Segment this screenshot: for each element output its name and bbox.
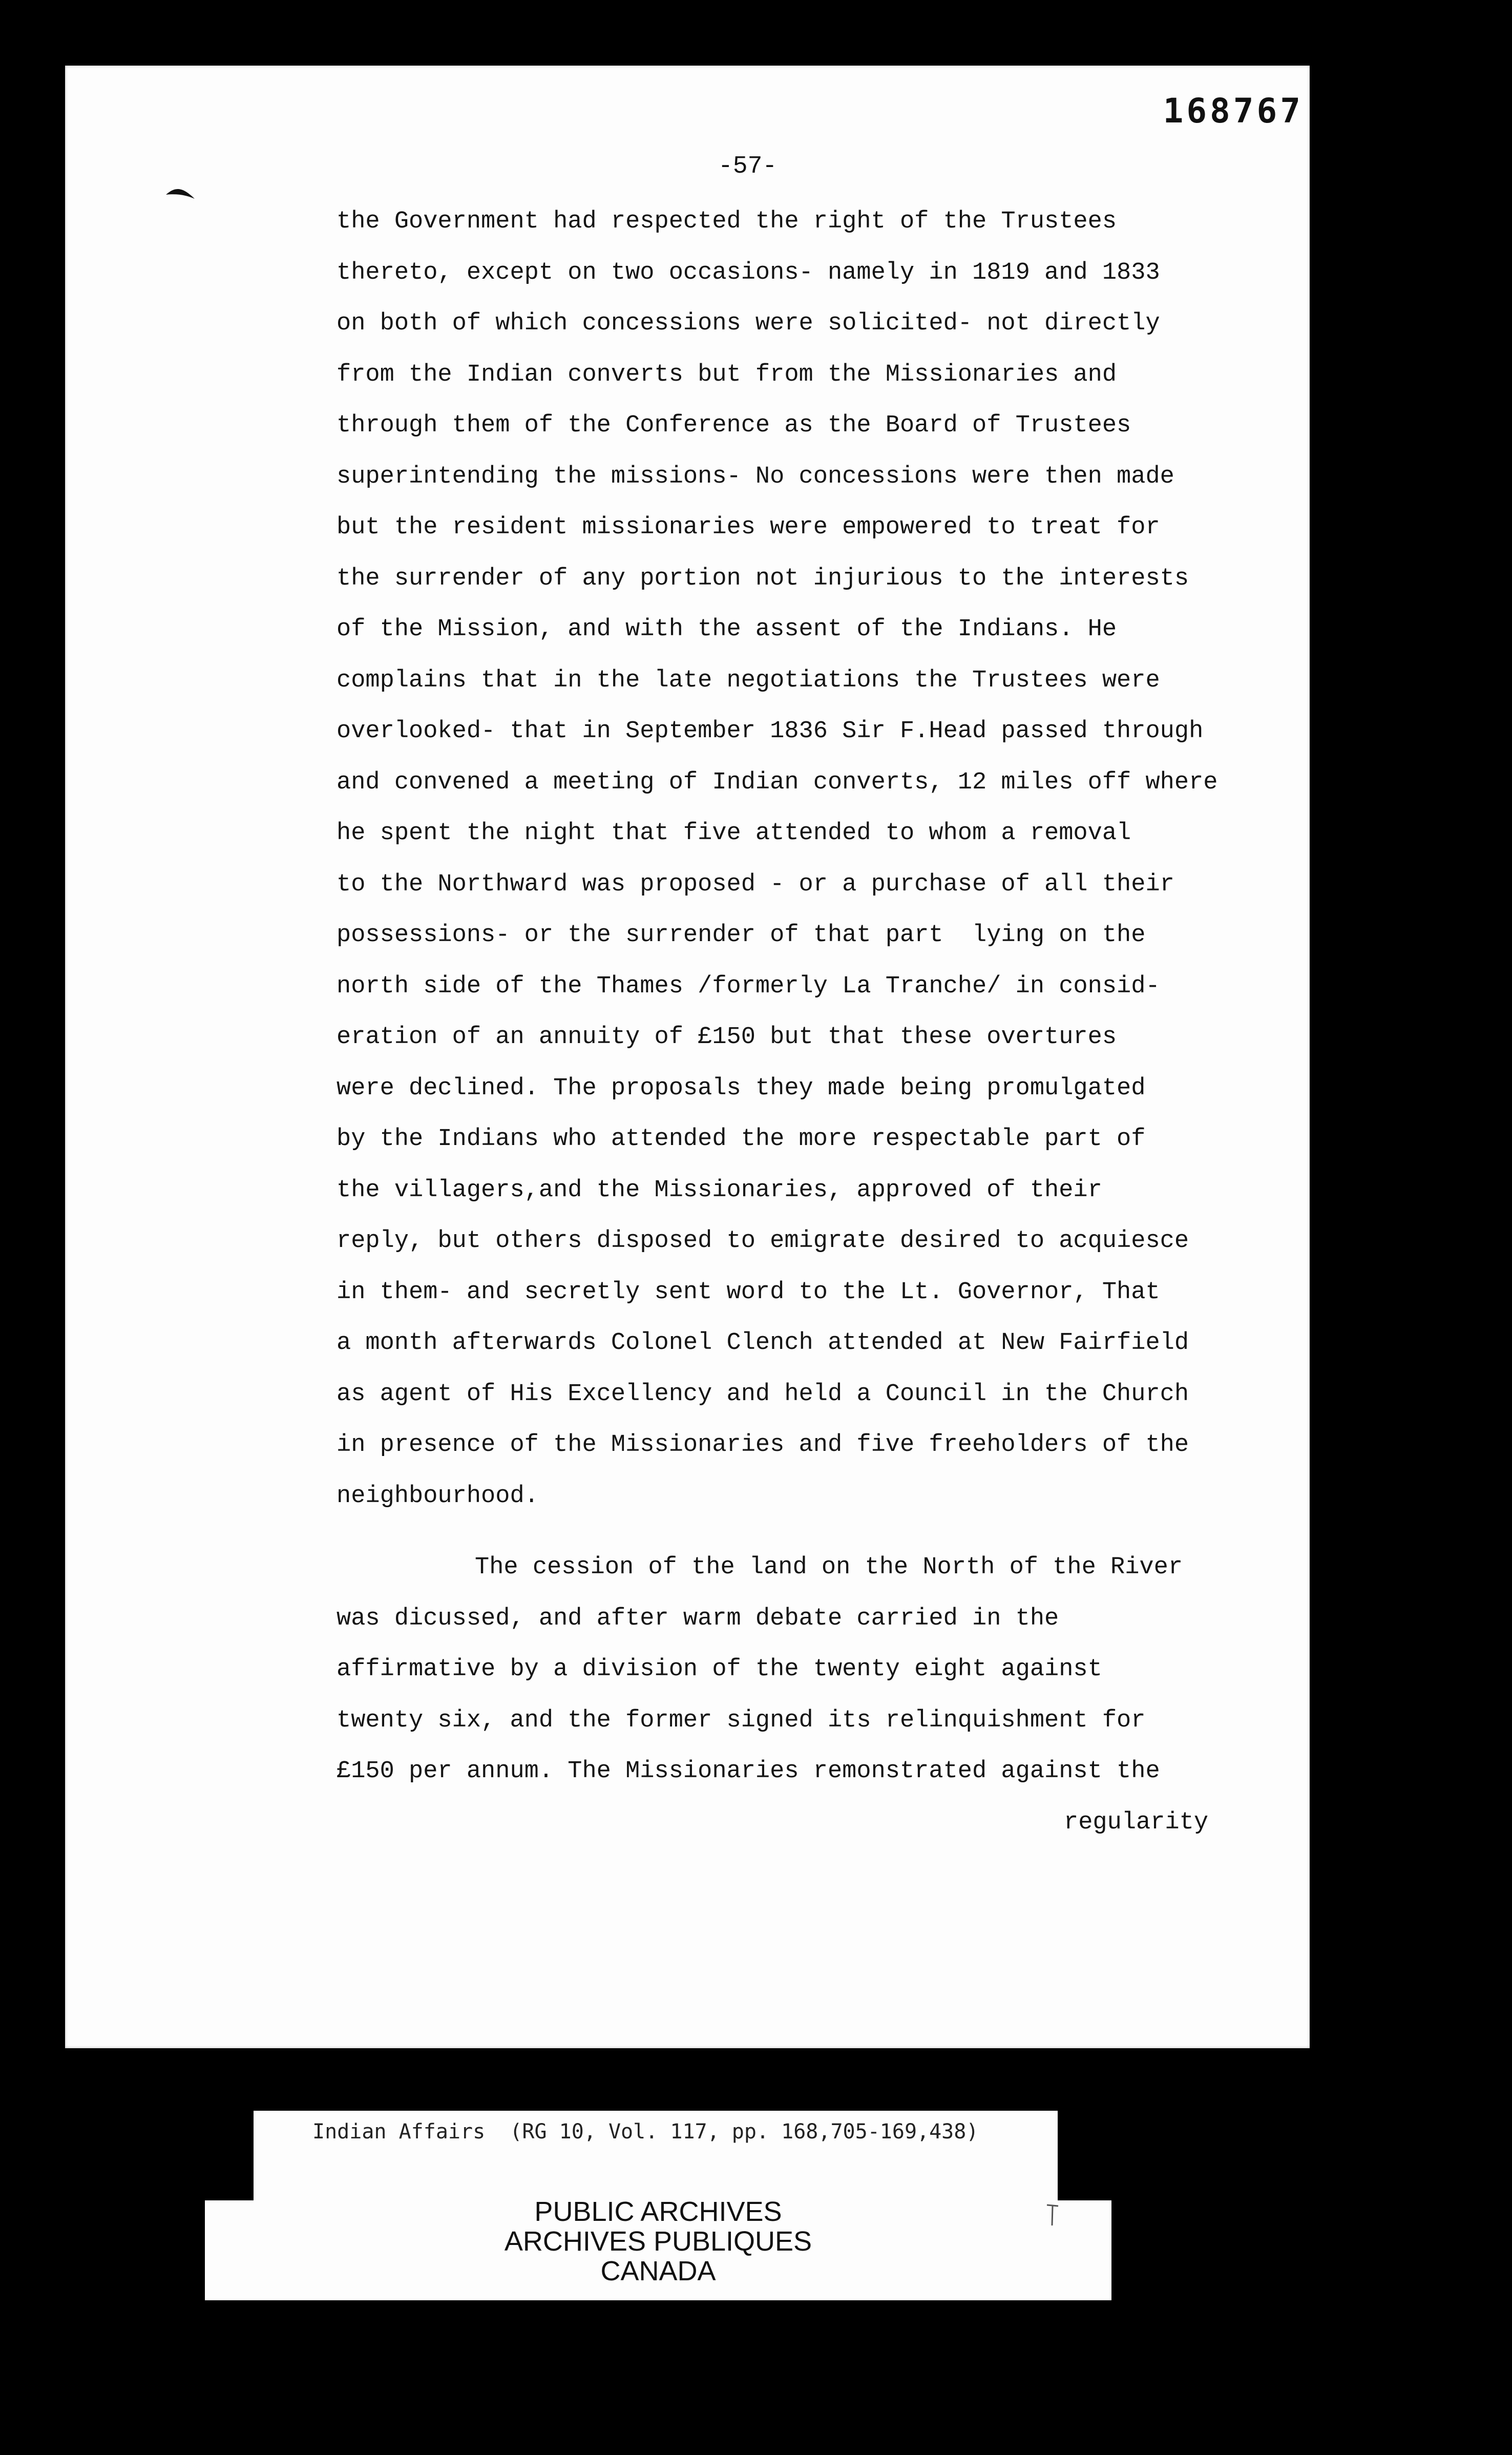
text-line: north side of the Thames /formerly La Tranche/ in consid- [337,972,1160,1000]
text-line: but the resident missionaries were empowered to treat for [337,514,1160,541]
text-line: in them- and secretly sent word to the Lt. Governor, That [337,1278,1160,1306]
text-line: by the Indians who attended the more respectable part of [337,1126,1146,1153]
text-line: from the Indian converts but from the Missionaries and [337,361,1117,388]
paragraph-gap [337,1522,1351,1542]
document-body [337,196,1351,1848]
label-notch-right [1058,2111,1111,2200]
reference-number: 168767 [1163,91,1304,131]
text-line: and convened a meeting of Indian converts, 12 miles off where [337,768,1218,796]
text-line: superintending the missions- No concessions were then made [337,463,1174,490]
text-line: in presence of the Missionaries and five freeholders of the [337,1431,1189,1459]
text-line: The cession of the land on the North of the River [475,1554,1183,1581]
text-line: through them of the Conference as the Board of Trustees [337,412,1131,439]
archive-name-fr: ARCHIVES PUBLIQUES [504,2226,812,2257]
text-line: on both of which concessions were solicited- not directly [337,310,1160,337]
archive-name-en: PUBLIC ARCHIVES [534,2196,782,2227]
text-line: twenty six, and the former signed its relinquishment for [337,1707,1146,1734]
text-line: a month afterwards Colonel Clench attended at New Fairfield [337,1329,1189,1357]
archive-label [205,2111,1111,2300]
archive-country: CANADA [600,2256,716,2286]
text-line: as agent of His Excellency and held a Council in the Church [337,1380,1189,1408]
page-number: -57- [718,153,778,180]
text-line: of the Mission, and with the assent of the Indians. He [337,616,1117,643]
text-line: reply, but others disposed to emigrate desired to acquiesce [337,1228,1189,1255]
text-line: to the Northward was proposed - or a purchase of all their [337,870,1174,898]
document-page [65,66,1310,2048]
text-line: thereto, except on two occasions- namely in 1819 and 1833 [337,259,1160,286]
margin-mark-icon [165,183,196,204]
text-line: £150 per annum. The Missionaries remonstrated against the [337,1758,1160,1785]
text-line: the Government had respected the right of the Trustees [337,208,1117,235]
text-line: were declined. The proposals they made being promulgated [337,1074,1146,1102]
text-line: eration of an annuity of £150 but that these overtures [337,1024,1117,1051]
text-line: he spent the night that five attended to whom a removal [337,820,1131,847]
text-line: the villagers,and the Missionaries, approved of their [337,1176,1102,1204]
text-line: overlooked- that in September 1836 Sir F.Head passed through [337,718,1204,745]
text-line: was dicussed, and after warm debate carried in the [337,1605,1059,1632]
scratch-mark-icon [1045,2202,1060,2228]
text-line: affirmative by a division of the twenty eight against [337,1656,1102,1683]
archive-citation: Indian Affairs (RG 10, Vol. 117, pp. 168,705-169,438) [312,2120,979,2144]
text-line: complains that in the late negotiations the Trustees were [337,667,1160,694]
text-line: possessions- or the surrender of that part lying on the [337,922,1146,949]
text-line: the surrender of any portion not injurious to the interests [337,565,1189,592]
label-notch-left [205,2111,254,2200]
catchword: regularity [1064,1808,1209,1836]
text-line: neighbourhood. [337,1482,539,1510]
